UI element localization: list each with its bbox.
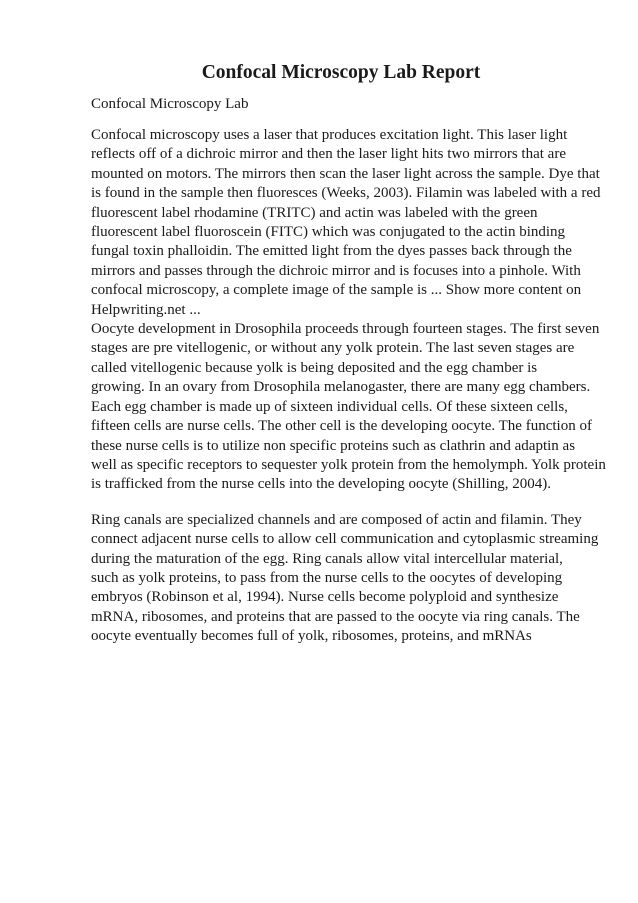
text-line: oocyte eventually becomes full of yolk, ribosomes, proteins, and mRNAs [91, 628, 532, 645]
document-subtitle: Confocal Microscopy Lab [91, 96, 249, 112]
text-line: Each egg chamber is made up of sixteen individual cells. Of these sixteen cells, [91, 398, 568, 415]
text-line: is trafficked from the nurse cells into the developing oocyte (Shilling, 2004). [91, 476, 552, 493]
text-line: fungal toxin phalloidin. The emitted light from the dyes passes back through the [91, 243, 572, 260]
text-line: Ring canals are specialized channels and are composed of actin and filamin. They [91, 511, 582, 528]
text-line: growing. In an ovary from Drosophila melanogaster, there are many egg chambers. [91, 379, 591, 396]
text-line: called vitellogenic because yolk is being deposited and the egg chamber is [91, 359, 538, 376]
text-line: during the maturation of the egg. Ring canals allow vital intercellular material, [91, 550, 563, 567]
text-line: mounted on motors. The mirrors then scan the laser light across the sample. Dye that [91, 165, 600, 182]
text-line: stages are pre vitellogenic, or without any yolk protein. The last seven stages are [91, 340, 575, 357]
text-line: well as specific receptors to sequester yolk protein from the hemolymph. Yolk protein [91, 456, 606, 473]
text-line: Helpwriting.net ... [91, 301, 201, 318]
text-line: mirrors and passes through the dichroic mirror and is focuses into a pinhole. With [91, 262, 581, 279]
text-line: embryos (Robinson et al, 1994). Nurse cells become polyploid and synthesize [91, 589, 559, 606]
paragraph-confocal [91, 126, 601, 320]
paragraph-ring-canals [91, 511, 599, 647]
text-line: mRNA, ribosomes, and proteins that are passed to the oocyte via ring canals. The [91, 608, 580, 625]
text-line: Oocyte development in Drosophila proceeds through fourteen stages. The first seven [91, 321, 600, 338]
text-line: confocal microscopy, a complete image of the sample is ... Show more content on [91, 282, 582, 299]
paragraph-oocyte-development [91, 320, 606, 495]
document-title: Confocal Microscopy Lab Report [201, 62, 481, 83]
text-line: fluorescent label rhodamine (TRITC) and actin was labeled with the green [91, 204, 538, 221]
text-line: these nurse cells is to utilize non specific proteins such as clathrin and adaptin as [91, 437, 576, 454]
text-line: Confocal microscopy uses a laser that produces excitation light. This laser light [91, 127, 568, 143]
text-line: fifteen cells are nurse cells. The other cell is the developing oocyte. The function of [91, 418, 592, 435]
document-page [91, 60, 606, 647]
text-line: reflects off of a dichroic mirror and then the laser light hits two mirrors that are [91, 146, 566, 163]
text-line: fluorescent label fluoroscein (FITC) which was conjugated to the actin binding [91, 224, 566, 241]
text-line: connect adjacent nurse cells to allow cell communication and cytoplasmic streaming [91, 531, 599, 548]
text-line: is found in the sample then fluoresces (Weeks, 2003). Filamin was labeled with a red [91, 185, 601, 202]
text-line: such as yolk proteins, to pass from the nurse cells to the oocytes of developing [91, 569, 563, 586]
